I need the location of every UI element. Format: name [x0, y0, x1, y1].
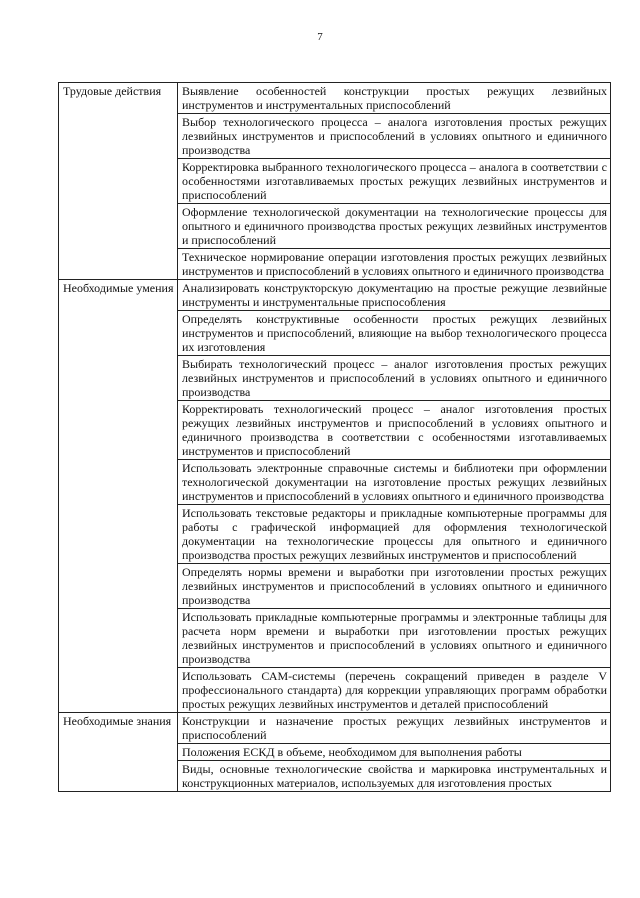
row-label-required-skills: Необходимые умения: [59, 280, 178, 713]
row-label-labor-actions: Трудовые действия: [59, 83, 178, 280]
table-cell: Использовать САМ-системы (перечень сокращений приведен в разделе V профессионального стандарта) для коррекции управляющих программ обработки простых режущих лезвийных инструментов и деталей приспособлений: [178, 668, 611, 713]
table-cell: Корректировка выбранного технологического процесса – аналога в соответствии с особенностями изготавливаемых простых режущих лезвийных инструментов и приспособлений: [178, 159, 611, 204]
table-cell: Техническое нормирование операции изготовления простых режущих лезвийных инструментов и приспособлений в условиях опытного и единичного производства: [178, 249, 611, 280]
page-number: 7: [317, 31, 323, 43]
competency-table: [58, 82, 611, 792]
table-row: [59, 280, 611, 311]
table-cell: Выбор технологического процесса – аналога изготовления простых режущих лезвийных инструментов и приспособлений в условиях опытного и единичного производства: [178, 114, 611, 159]
table-cell: Использовать электронные справочные системы и библиотеки при оформлении технологической документации на изготовление простых режущих лезвийных инструментов и приспособлений в условиях опытного и единичного производства: [178, 460, 611, 505]
row-label-required-knowledge: Необходимые знания: [59, 713, 178, 792]
table-cell: Использовать прикладные компьютерные программы и электронные таблицы для расчета норм времени и выработки при изготовлении простых режущих лезвийных инструментов и приспособлений в условиях опытного и единичного производства: [178, 609, 611, 668]
table-row: [59, 713, 611, 744]
table-cell: Положения ЕСКД в объеме, необходимом для выполнения работы: [178, 744, 611, 761]
table-cell: Определять нормы времени и выработки при изготовлении простых режущих лезвийных инструментов и приспособлений в условиях опытного и единичного производства: [178, 564, 611, 609]
table-cell: Выявление особенностей конструкции простых режущих лезвийных инструментов и инструментальных приспособлений: [178, 83, 611, 114]
table-cell: Оформление технологической документации на технологические процессы для опытного и единичного производства простых режущих лезвийных инструментов и приспособлений: [178, 204, 611, 249]
table-cell: Определять конструктивные особенности простых режущих лезвийных инструментов и приспособлений, влияющие на выбор технологического процесса их изготовления: [178, 311, 611, 356]
table-cell: Корректировать технологический процесс – аналог изготовления простых режущих лезвийных инструментов и приспособлений в условиях опытного и единичного производства в соответствии с особенностями изготавливаемых инструментов и приспособлений: [178, 401, 611, 460]
table-cell: Анализировать конструкторскую документацию на простые режущие лезвийные инструменты и инструментальные приспособления: [178, 280, 611, 311]
table-cell: Использовать текстовые редакторы и прикладные компьютерные программы для работы с графической информацией для оформления технологической документации на технологические процессы для опытного и единичного производства простых режущих лезвийных инструментов и приспособлений: [178, 505, 611, 564]
table-row: [59, 83, 611, 114]
table-cell: Виды, основные технологические свойства и маркировка инструментальных и конструкционных материалов, используемых для изготовления простых: [178, 761, 611, 792]
table-cell: Конструкции и назначение простых режущих лезвийных инструментов и приспособлений: [178, 713, 611, 744]
table-cell: Выбирать технологический процесс – аналог изготовления простых режущих лезвийных инструментов и приспособлений в условиях опытного и единичного производства: [178, 356, 611, 401]
